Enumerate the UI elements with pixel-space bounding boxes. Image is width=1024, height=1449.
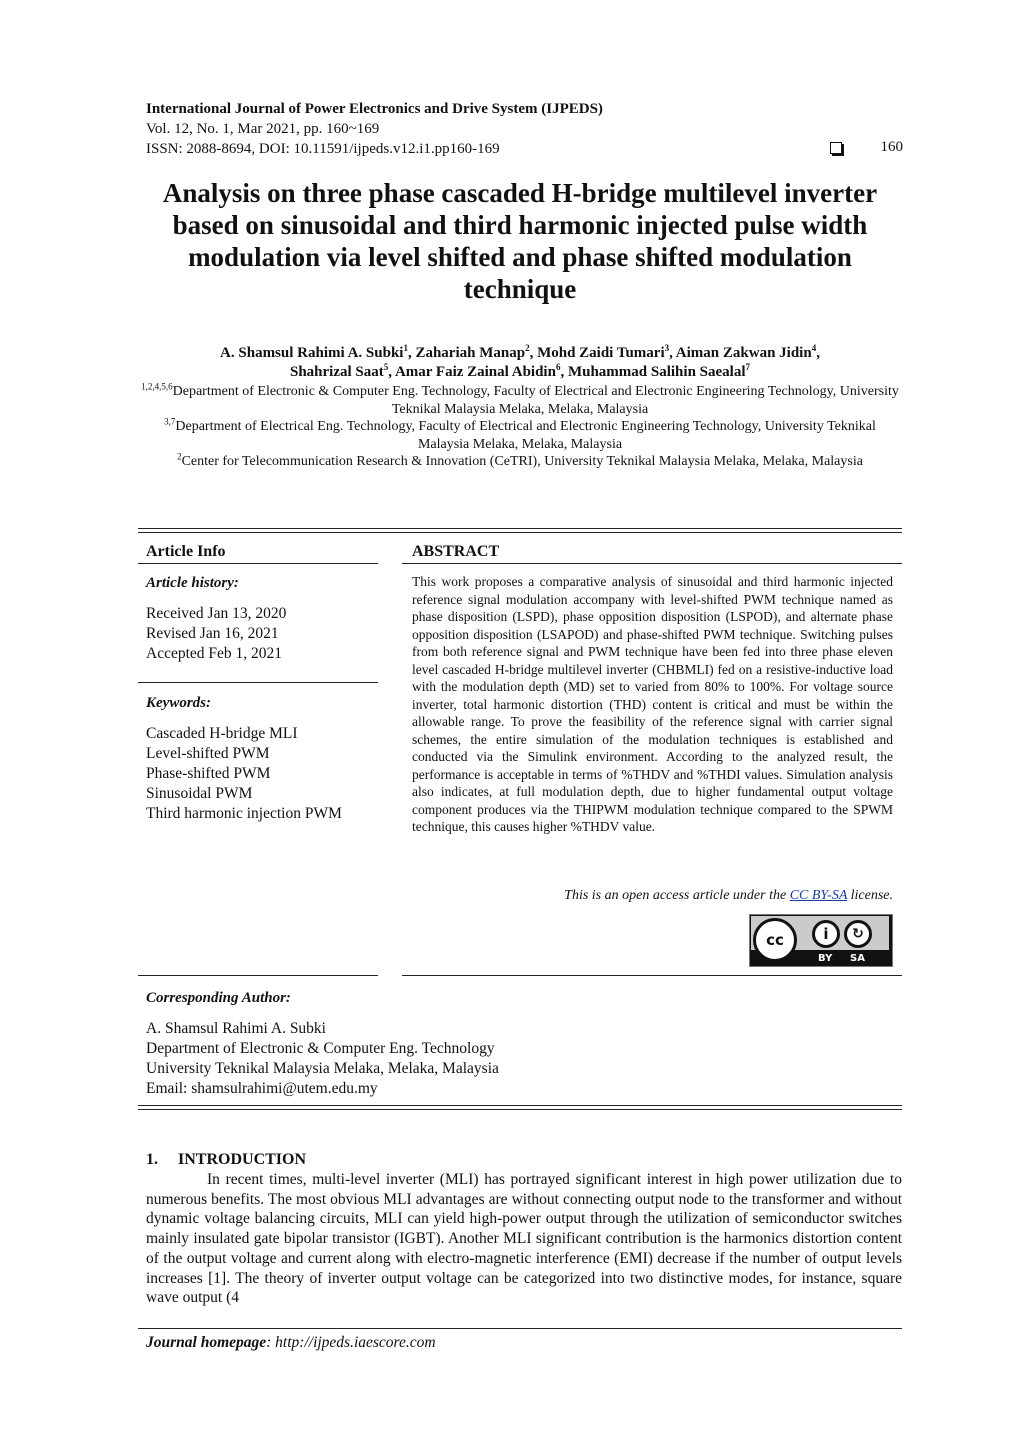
affiliations (138, 383, 902, 471)
received-date: Received Jan 13, 2020 (146, 605, 287, 622)
open-access-note (412, 888, 893, 904)
paper-title: Analysis on three phase cascaded H-bridge multilevel inverter based on sinusoidal and third harmonic injected pulse width modulation via level shifted and phase shifted modulation technique (162, 178, 878, 304)
keywords-heading: Keywords: (146, 695, 211, 711)
corresponding-email: Email: shamsulrahimi@utem.edu.my (146, 1080, 378, 1097)
divider (138, 682, 378, 683)
author-sup: 7 (745, 362, 750, 372)
affiliation (138, 418, 902, 453)
divider (138, 528, 902, 533)
divider (402, 975, 902, 976)
corresponding-heading: Corresponding Author: (146, 990, 291, 1006)
revised-date: Revised Jan 16, 2021 (146, 625, 279, 642)
affiliation-sup: 3,7 (164, 416, 176, 427)
author-name: Shahrizal Saat (289, 364, 384, 380)
keywords-list (146, 724, 342, 824)
author-sup: 2 (525, 343, 530, 353)
footer-label: Journal homepage (146, 1334, 267, 1351)
affiliation (138, 383, 902, 418)
share-alike-icon: ↻ (844, 920, 872, 948)
footer-url[interactable]: : http://ijpeds.iaescore.com (266, 1334, 436, 1351)
author-name: Amar Faiz Zainal Abidin (394, 364, 556, 380)
volume-info: Vol. 12, No. 1, Mar 2021, pp. 160~169 (146, 121, 380, 137)
article-info-heading: Article Info (146, 543, 226, 560)
divider (138, 975, 378, 976)
divider (138, 563, 378, 564)
author-sup: 4 (811, 343, 817, 353)
keyword: Sinusoidal PWM (146, 785, 253, 802)
author-name: Mohd Zaidi Tumari (537, 345, 665, 361)
keyword: Cascaded H-bridge MLI (146, 725, 298, 742)
author-sup: 6 (555, 362, 561, 372)
open-access-prefix: This is an open access article under the (564, 888, 790, 903)
affiliation-text: Department of Electrical Eng. Technology, Faculty of Electrical and Electronic Engineering Technology, University Teknikal Malaysia Melaka, Melaka, Malaysia (175, 419, 876, 452)
author-sup: 3 (664, 343, 670, 353)
section-title: INTRODUCTION (178, 1151, 307, 1168)
affiliation-sup: 1,2,4,5,6 (141, 381, 173, 392)
abstract-text: This work proposes a comparative analysis of sinusoidal and third harmonic injected reference signal modulation accompany with level-shifted PWM technique named as phase disposition (LSPD), phase opposition disposition (LSPOD), and alternate phase opposition disposition (LSAPOD) and phase-shifted PWM technique. Switching pulses from both reference signal and PWM technique have been fed into three phase eleven level cascaded H-bridge multilevel inverter (CHBMLI) fed on a resistive-inductive load with the modulation depth (MD) set to varied from 80% to 100%. For voltage source inverter, total harmonic distortion (THD) content is critical and must be within the allowable range. To prove the feasibility of the reference signal with carrier signal schemes, the entire simulation of the modulation techniques is established and conducted via the Simulink environment. According to the analyzed result, the performance is acceptable in terms of %THDV and %THDI values. Simulation analysis also indicates, at full modulation depth, due to higher fundamental output voltage component produces via the THIPWM modulation technique compared to the SPWM technique, this causes higher %THDV value. (412, 574, 893, 834)
author-name: Zahariah Manap (415, 345, 526, 361)
divider (138, 1328, 902, 1329)
introduction-heading (146, 1151, 306, 1169)
author-name: Muhammad Salihin Saealal (567, 364, 746, 380)
open-access-suffix: license. (847, 888, 893, 903)
box-icon (830, 142, 842, 154)
page-number: 160 (880, 139, 903, 155)
author-sup: 5 (383, 362, 389, 372)
author-list: A. Shamsul Rahimi A. Subki$^1$, Zahariah Manap$^2$, Mohd Zaidi Tumari$^3$, Aiman Zakwan Jidin$^4$, Shahrizal Saat$^5$, Amar Faiz Zainal Abidin$^6$, Muhammad Salihin Saealal$^7$ (220, 343, 820, 380)
article-history (146, 604, 286, 664)
affiliation-text: Center for Telecommunication Research & Innovation (CeTRI), University Teknikal Malaysia Melaka, Melaka, Malaysia (181, 454, 863, 469)
corresponding-dept: Department of Electronic & Computer Eng. Technology (146, 1040, 495, 1057)
accepted-date: Accepted Feb 1, 2021 (146, 645, 283, 662)
author-name: Aiman Zakwan Jidin (675, 345, 812, 361)
issn-doi: ISSN: 2088-8694, DOI: 10.11591/ijpeds.v12.i1.pp160-169 (146, 141, 500, 157)
corresponding-details (146, 1019, 499, 1099)
keyword: Third harmonic injection PWM (146, 805, 342, 822)
affiliation-sup: 2 (177, 451, 182, 462)
author-name: A. Shamsul Rahimi A. Subki (220, 345, 404, 361)
cc-by-sa-badge[interactable] (749, 914, 893, 967)
keyword: Phase-shifted PWM (146, 765, 271, 782)
badge-by-label: BY (818, 953, 833, 964)
keyword: Level-shifted PWM (146, 745, 270, 762)
footer (146, 1334, 436, 1352)
article-history-heading: Article history: (146, 575, 239, 591)
section-number: 1. (146, 1151, 158, 1168)
divider (138, 1105, 902, 1110)
cc-icon: cc (753, 918, 797, 962)
introduction-text: In recent times, multi-level inverter (MLI) has portrayed significant interest in high power utilization due to numerous benefits. The most obvious MLI advantages are without connecting output node to the transformer and without dynamic voltage balancing circuits, MLI can yield high-power output through the utilization of semiconductor switches mainly insulated gate bipolar transistor (IGBT). Another MLI significant contribution is the harmonics distortion content of the output voltage and current along with electro-magnetic interference (EMI) decrease if the number of output levels increases [1]. The theory of inverter output voltage can be categorized into two distinctive modes, for instance, square wave output (4 (146, 1171, 902, 1307)
corresponding-univ: University Teknikal Malaysia Melaka, Melaka, Malaysia (146, 1060, 499, 1077)
license-link[interactable]: CC BY-SA (789, 888, 848, 903)
corresponding-name: A. Shamsul Rahimi A. Subki (146, 1020, 326, 1037)
affiliation-text: Department of Electronic & Computer Eng. Technology, Faculty of Electrical and Electronic Engineering Technology, University Teknikal Malaysia Melaka, Melaka, Malaysia (172, 384, 899, 417)
author-sup: 1 (403, 343, 408, 353)
attribution-icon: i (812, 920, 840, 948)
abstract-heading: ABSTRACT (412, 543, 500, 560)
badge-sa-label: SA (850, 953, 865, 964)
divider (402, 563, 902, 564)
journal-name: International Journal of Power Electronics and Drive System (IJPEDS) (146, 101, 603, 117)
affiliation (138, 453, 902, 471)
